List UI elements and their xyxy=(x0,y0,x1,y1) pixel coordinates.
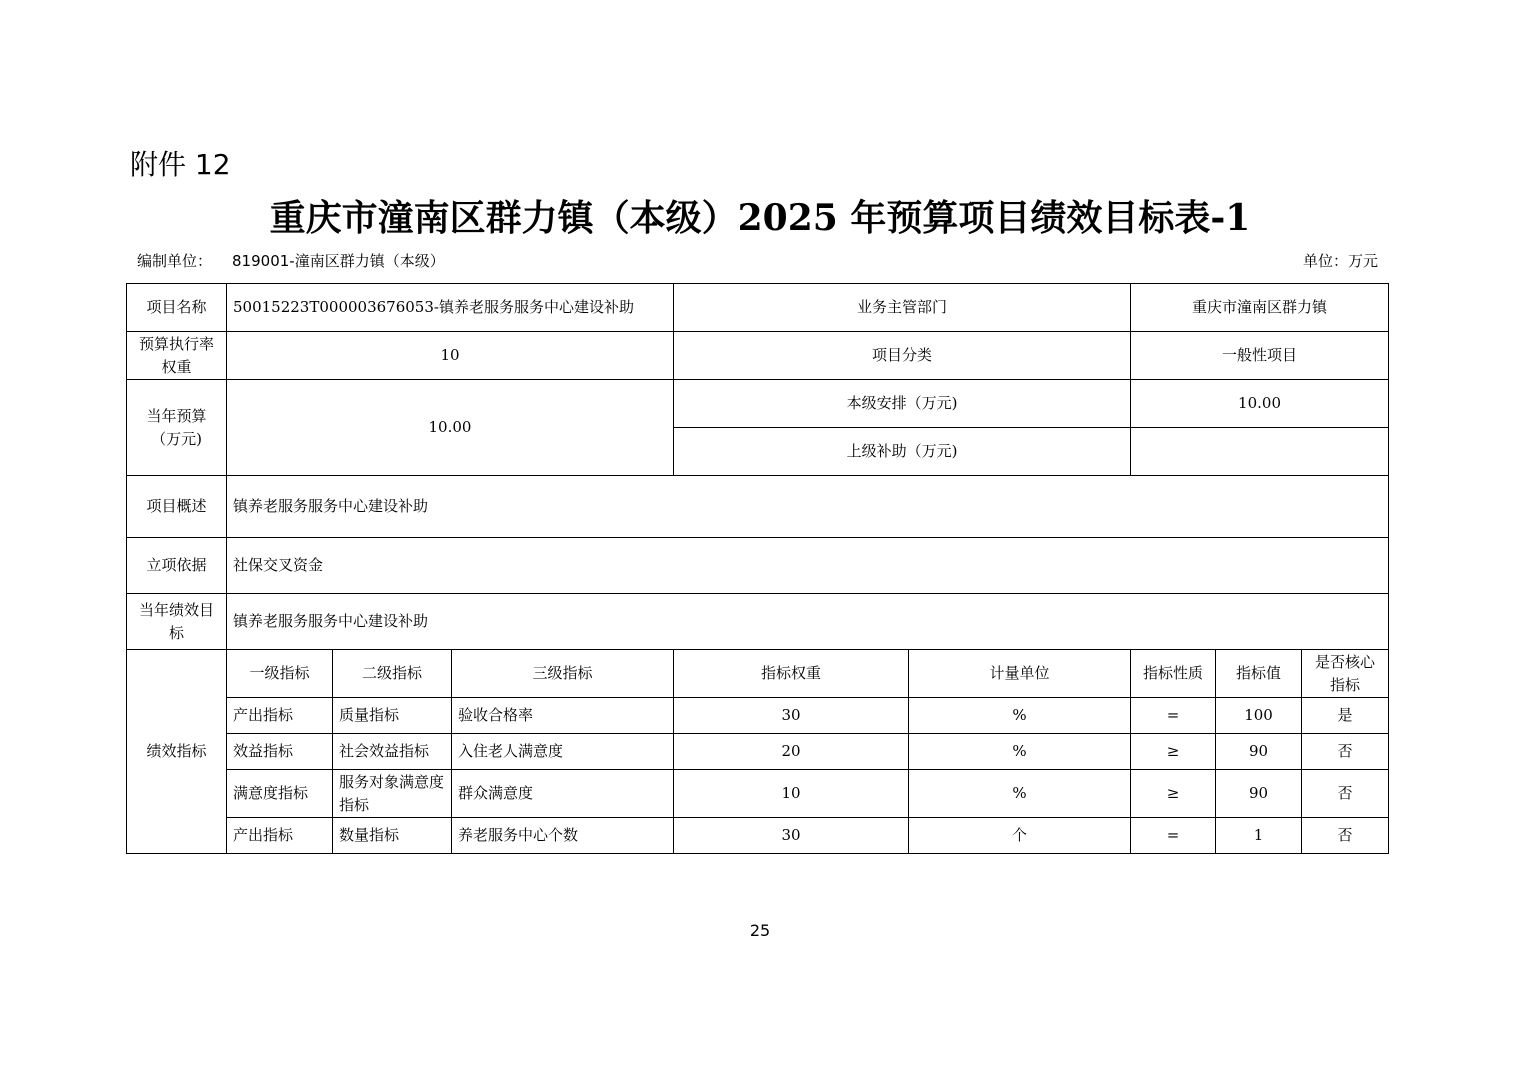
weight-label: 预算执行率权重 xyxy=(127,332,227,380)
column-header: 指标值 xyxy=(1216,650,1302,698)
goal-label: 当年绩效目标 xyxy=(127,594,227,650)
budget-label: 当年预算（万元) xyxy=(127,380,227,476)
unit-cell: % xyxy=(909,734,1131,770)
level2-cell: 服务对象满意度指标 xyxy=(333,770,452,818)
performance-section-label: 绩效指标 xyxy=(127,650,227,854)
column-header: 指标权重 xyxy=(674,650,909,698)
table-row xyxy=(127,734,1389,770)
overview-value: 镇养老服务服务中心建设补助 xyxy=(227,476,1389,538)
level1-cell: 效益指标 xyxy=(227,734,333,770)
level2-cell: 质量指标 xyxy=(333,698,452,734)
value-cell: 1 xyxy=(1216,818,1302,854)
table-row xyxy=(127,818,1389,854)
basis-value: 社保交叉资金 xyxy=(227,538,1389,594)
basis-label: 立项依据 xyxy=(127,538,227,594)
level3-cell: 养老服务中心个数 xyxy=(452,818,674,854)
level3-cell: 验收合格率 xyxy=(452,698,674,734)
weight-value: 10 xyxy=(227,332,674,380)
column-header: 二级指标 xyxy=(333,650,452,698)
budget-value: 10.00 xyxy=(227,380,674,476)
nature-cell: ≥ xyxy=(1131,770,1216,818)
goal-value: 镇养老服务服务中心建设补助 xyxy=(227,594,1389,650)
table-row xyxy=(127,698,1389,734)
project-name-label: 项目名称 xyxy=(127,284,227,332)
category-value: 一般性项目 xyxy=(1131,332,1389,380)
project-name-value: 50015223T000003676053-镇养老服务服务中心建设补助 xyxy=(227,284,674,332)
local-budget-label: 本级安排（万元) xyxy=(674,380,1131,428)
nature-cell: = xyxy=(1131,698,1216,734)
category-label: 项目分类 xyxy=(674,332,1131,380)
nature-cell: = xyxy=(1131,818,1216,854)
value-cell: 100 xyxy=(1216,698,1302,734)
level3-cell: 群众满意度 xyxy=(452,770,674,818)
value-cell: 90 xyxy=(1216,734,1302,770)
compiling-unit xyxy=(137,250,445,271)
currency-unit: 单位：万元 xyxy=(1302,252,1378,270)
column-header: 是否核心指标 xyxy=(1302,650,1389,698)
nature-cell: ≥ xyxy=(1131,734,1216,770)
page-number: 25 xyxy=(749,921,771,940)
unit-cell: 个 xyxy=(909,818,1131,854)
column-header: 三级指标 xyxy=(452,650,674,698)
table-row xyxy=(127,770,1389,818)
value-cell: 90 xyxy=(1216,770,1302,818)
dept-value: 重庆市潼南区群力镇 xyxy=(1131,284,1389,332)
core-cell: 否 xyxy=(1302,818,1389,854)
level2-cell: 数量指标 xyxy=(333,818,452,854)
level2-cell: 社会效益指标 xyxy=(333,734,452,770)
weight-cell: 20 xyxy=(674,734,909,770)
unit-cell: % xyxy=(909,770,1131,818)
compiling-unit-value: 819001-潼南区群力镇（本级） xyxy=(232,252,445,270)
dept-label: 业务主管部门 xyxy=(674,284,1131,332)
upper-subsidy-label: 上级补助（万元) xyxy=(674,428,1131,476)
level3-cell: 入住老人满意度 xyxy=(452,734,674,770)
weight-cell: 30 xyxy=(674,698,909,734)
column-header: 一级指标 xyxy=(227,650,333,698)
core-cell: 否 xyxy=(1302,734,1389,770)
level1-cell: 产出指标 xyxy=(227,698,333,734)
unit-cell: % xyxy=(909,698,1131,734)
core-cell: 否 xyxy=(1302,770,1389,818)
column-header: 计量单位 xyxy=(909,650,1131,698)
upper-subsidy-value xyxy=(1131,428,1389,476)
page-title: 重庆市潼南区群力镇（本级）2025 年预算项目绩效目标表-1 xyxy=(269,197,1251,239)
level1-cell: 产出指标 xyxy=(227,818,333,854)
overview-label: 项目概述 xyxy=(127,476,227,538)
performance-target-table xyxy=(126,283,1389,854)
weight-cell: 30 xyxy=(674,818,909,854)
core-cell: 是 xyxy=(1302,698,1389,734)
local-budget-value: 10.00 xyxy=(1131,380,1389,428)
level1-cell: 满意度指标 xyxy=(227,770,333,818)
compiling-unit-label: 编制单位： xyxy=(137,252,213,270)
attachment-label: 附件 12 xyxy=(130,148,231,181)
column-header: 指标性质 xyxy=(1131,650,1216,698)
weight-cell: 10 xyxy=(674,770,909,818)
